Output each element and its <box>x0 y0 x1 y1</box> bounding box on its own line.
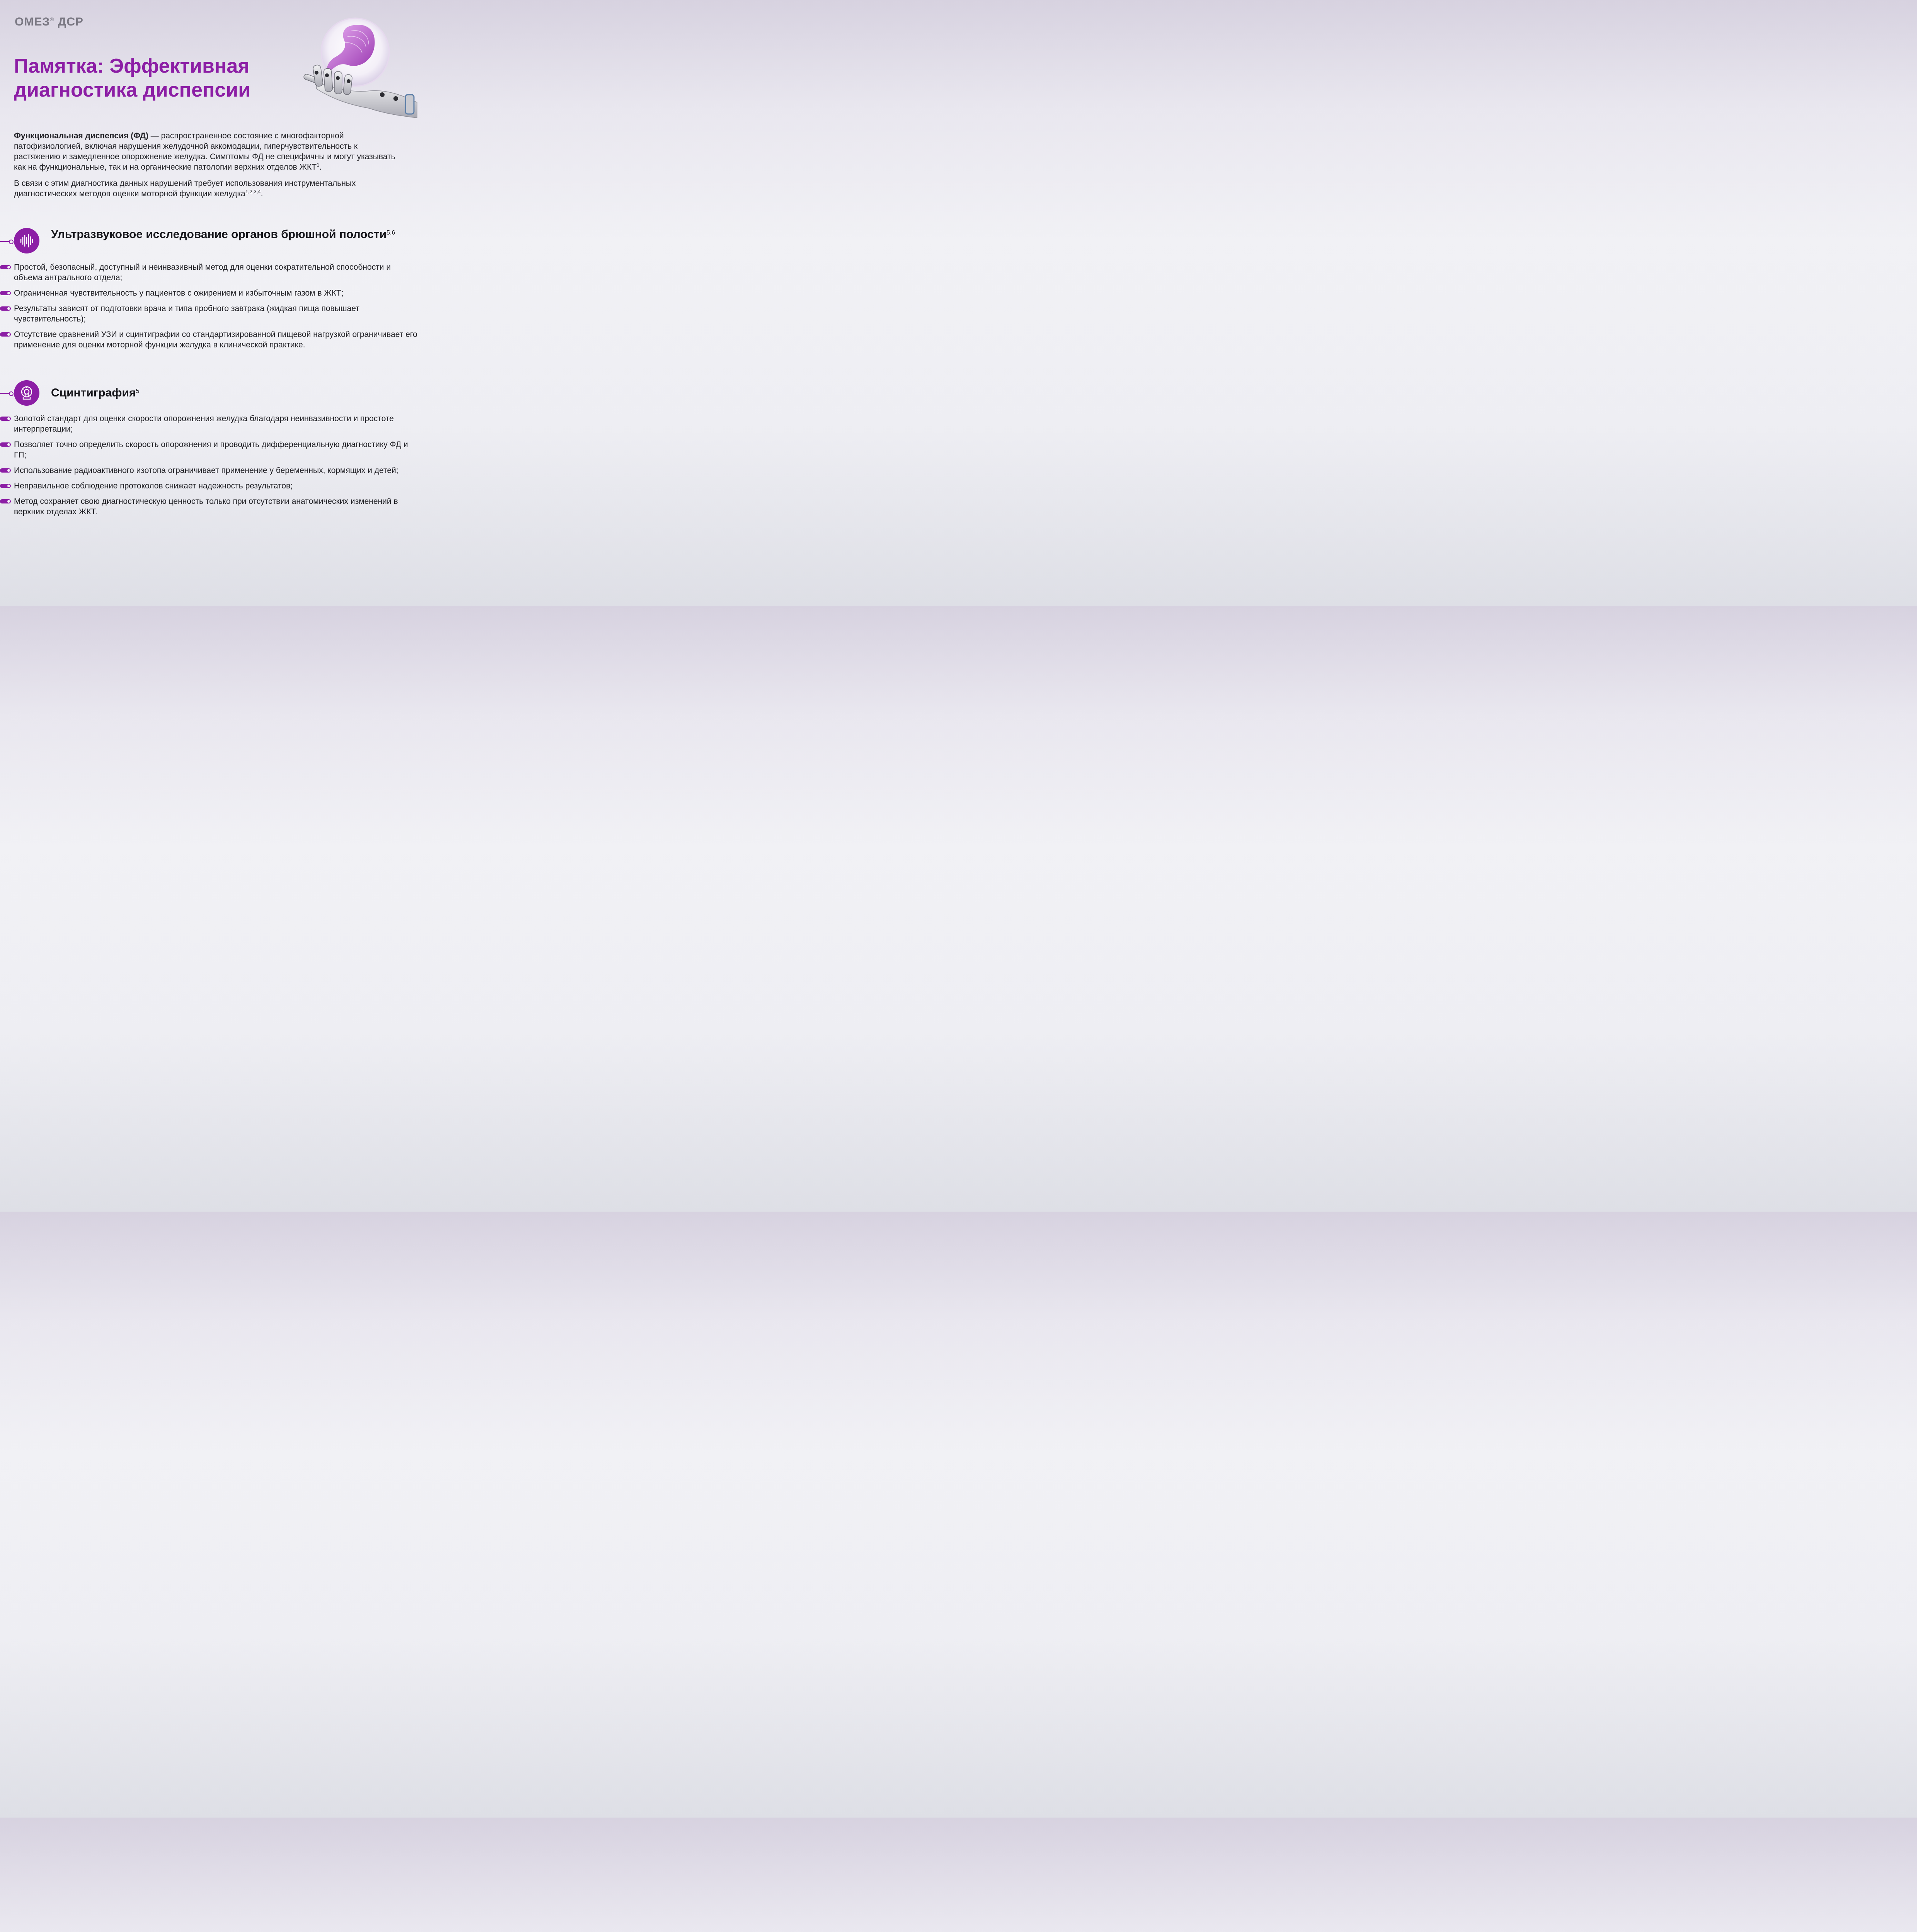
intro-p1-ref: 1 <box>317 162 320 168</box>
section-title-text: Ультразвуковое исследование органов брюшной полости <box>51 228 387 241</box>
intro-p1-text: — распространенное состояние с многофакторной патофизиологией, включая нарушения желудочной аккомодации, гиперчувствительность к растяжению и замедленное опорожнение желудка. Симптомы ФД не специфичны и могут указывать как на функциональные, так и на органические патологии верхних отделов ЖКТ <box>14 131 395 172</box>
intro-p2-text: В связи с этим диагностика данных нарушений требует использования инструментальных диагностических методов оценки моторной функции желудка <box>14 179 356 198</box>
bullet-marker <box>0 417 11 421</box>
brand-suffix: ДСР <box>54 15 83 28</box>
scanner-glyph <box>19 385 34 401</box>
list-item <box>0 481 417 491</box>
list-item-text: Использование радиоактивного изотопа ограничивает применение у беременных, кормящих и детей; <box>14 466 398 475</box>
bullet-marker <box>0 442 11 447</box>
bullet-marker <box>0 291 11 295</box>
brand-logo <box>15 15 83 29</box>
title-line-1: Памятка: Эффективная <box>14 55 250 77</box>
list-item <box>0 288 417 298</box>
scintigraphy-bullet-list <box>0 413 417 522</box>
list-item <box>0 439 417 460</box>
intro-p2-ref: 1,2,3,4 <box>245 189 261 194</box>
bullet-marker <box>0 468 11 473</box>
robot-hand-stomach-illustration <box>289 15 429 120</box>
bullet-marker <box>0 332 11 337</box>
bullet-marker <box>0 484 11 488</box>
section-title-ref: 5 <box>136 388 140 395</box>
list-item <box>0 465 417 476</box>
list-item <box>0 303 417 324</box>
list-item-text: Отсутствие сравнений УЗИ и сцинтиграфии со стандартизированной пищевой нагрузкой ограничивает его применение для оценки моторной функции желудка в клинической практике. <box>14 330 417 349</box>
brand-registered-mark: ® <box>50 16 54 22</box>
list-item <box>0 262 417 283</box>
ultrasound-bullet-list <box>0 262 417 355</box>
list-item-text: Ограниченная чувствительность у пациентов с ожирением и избыточным газом в ЖКТ; <box>14 289 344 298</box>
list-item-text: Позволяет точно определить скорость опорожнения и проводить дифференциальную диагностику ФД и ГП; <box>14 440 408 459</box>
intro-paragraph-2 <box>14 178 404 199</box>
bullet-marker <box>0 265 11 269</box>
page-title <box>14 54 308 102</box>
sound-wave-glyph <box>19 233 34 248</box>
list-item <box>0 329 417 350</box>
list-item-text: Метод сохраняет свою диагностическую ценность только при отсутствии анатомических изменений в верхних отделах ЖКТ. <box>14 497 398 516</box>
section-title <box>51 227 399 242</box>
bullet-marker <box>0 306 11 311</box>
brand-name: ОМЕЗ <box>15 15 50 28</box>
section-title-ref: 5,6 <box>386 230 395 236</box>
section-connector <box>0 241 12 242</box>
ultrasound-wave-icon <box>14 228 39 253</box>
list-item-text: Результаты зависят от подготовки врача и типа пробного завтрака (жидкая пища повышает чувствительность); <box>14 304 359 323</box>
intro-paragraph-1 <box>14 131 404 172</box>
list-item-text: Неправильное соблюдение протоколов снижает надежность результатов; <box>14 481 293 490</box>
section-connector <box>0 393 12 394</box>
list-item-text: Простой, безопасный, доступный и неинвазивный метод для оценки сократительной способности и объема антрального отдела; <box>14 263 391 282</box>
bullet-marker <box>0 499 11 503</box>
intro-p2-end: . <box>260 189 263 198</box>
robot-wrist <box>405 95 414 114</box>
list-item <box>0 413 417 434</box>
intro-text <box>14 131 404 205</box>
title-line-2: диагностика диспепсии <box>14 79 251 101</box>
scanner-icon <box>14 380 39 406</box>
list-item-text: Золотой стандарт для оценки скорости опорожнения желудка благодаря неинвазивности и простоте интерпретации; <box>14 414 394 434</box>
section-title-text: Сцинтиграфия <box>51 386 136 399</box>
intro-term: Функциональная диспепсия (ФД) <box>14 131 148 140</box>
intro-p1-end: . <box>319 163 322 172</box>
section-title <box>51 386 399 400</box>
list-item <box>0 496 417 517</box>
